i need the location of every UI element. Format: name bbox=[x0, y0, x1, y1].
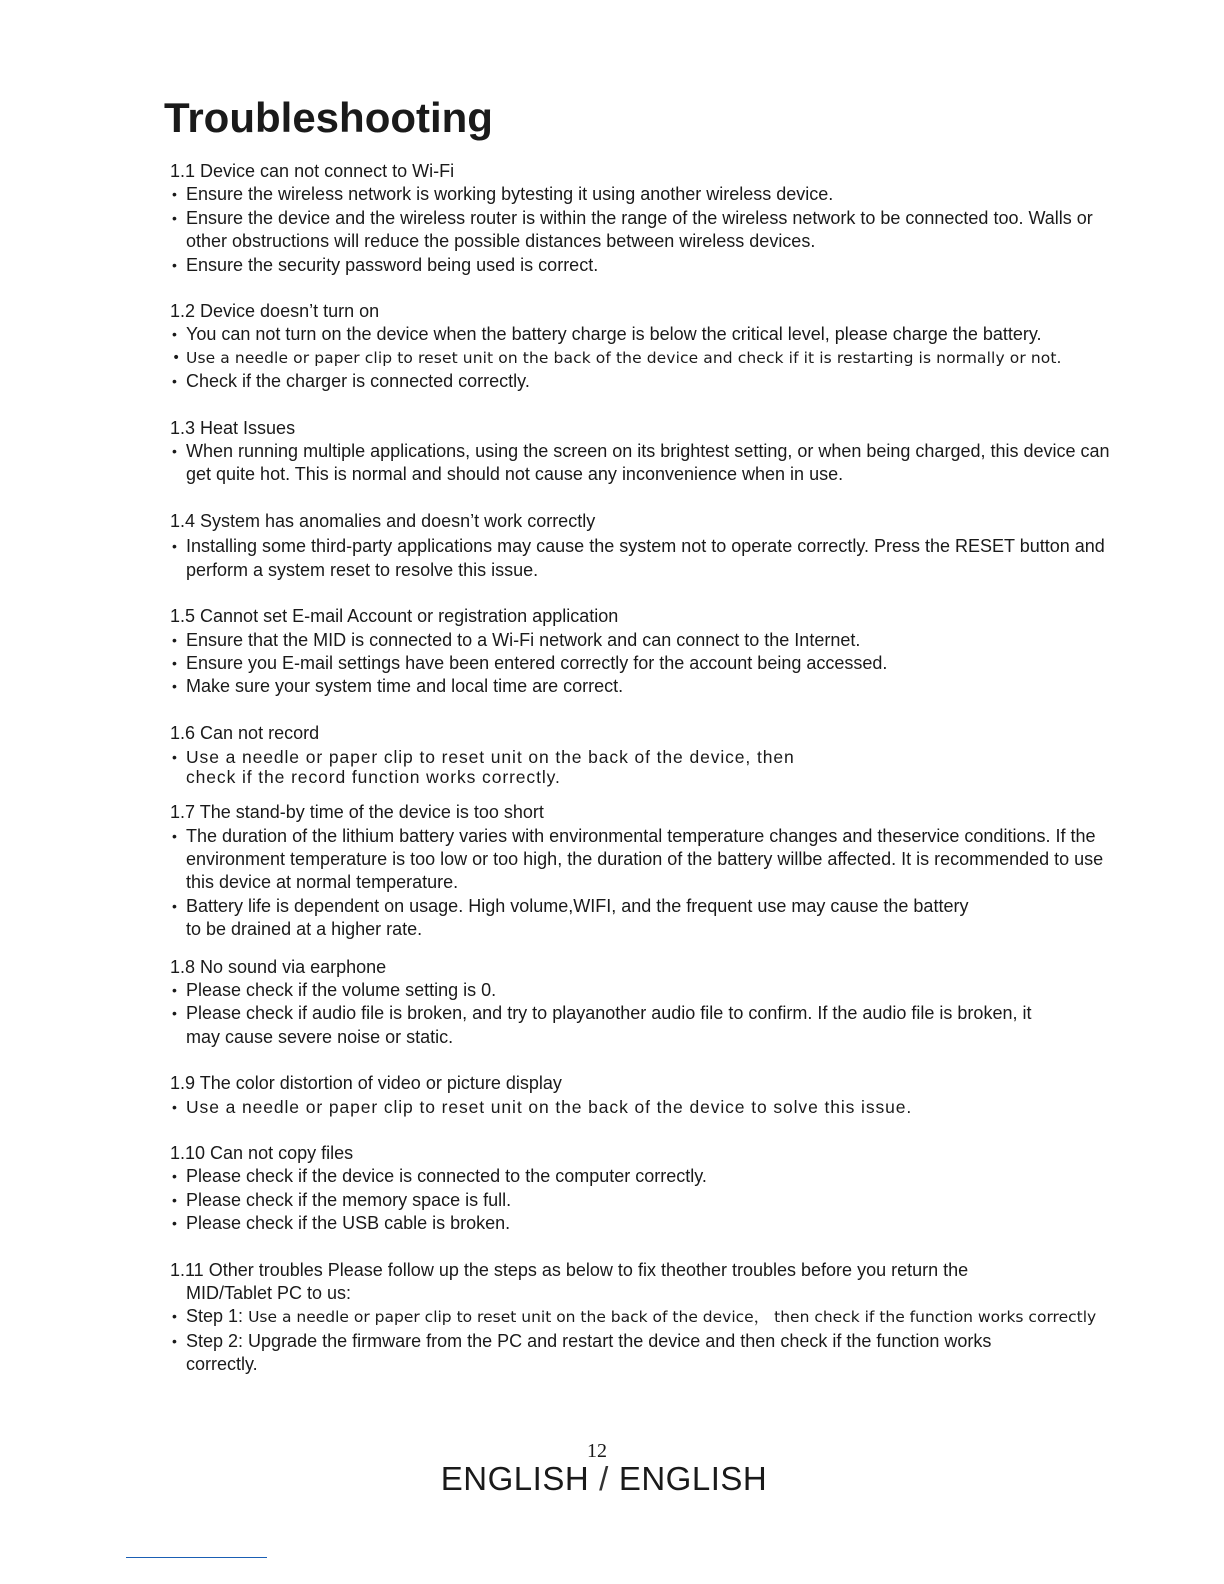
list-item: • Please check if the volume setting is 0. bbox=[170, 979, 1110, 1002]
section-other bbox=[170, 1259, 1110, 1377]
section-heading: 1.10 Can not copy files bbox=[170, 1143, 354, 1163]
list-item: • Use a needle or paper clip to reset unit on the back of the device, then check if the record function works correctly. bbox=[170, 747, 796, 787]
list-item: • Ensure the device and the wireless router is within the range of the wireless network to be connected too. Walls or other obstructions will reduce the possible distances between wireless devices. bbox=[170, 207, 1110, 254]
page-title: Troubleshooting bbox=[164, 94, 493, 141]
section-system bbox=[170, 510, 1110, 582]
list-item: • Use a needle or paper clip to reset unit on the back of the device to solve this issue. bbox=[170, 1096, 1110, 1119]
step-label: Step 1: bbox=[186, 1306, 244, 1327]
list-item: • Use a needle or paper clip to reset unit on the back of the device and check if it is restarting is normally or not. bbox=[170, 347, 1110, 370]
footnote-rule bbox=[126, 1557, 267, 1558]
section-heading: 1.1 Device can not connect to Wi-Fi bbox=[170, 161, 455, 181]
list-item bbox=[170, 1305, 1110, 1329]
section-heading: 1.8 No sound via earphone bbox=[170, 956, 387, 977]
list-item: • When running multiple applications, using the screen on its brightest setting, or when being charged, this device can get quite hot. This is normal and should not cause any inconvenience when in use. bbox=[170, 440, 1110, 487]
section-record bbox=[170, 722, 1110, 787]
section-heading: 1.4 System has anomalies and doesn’t work correctly bbox=[170, 510, 596, 531]
footer-language bbox=[0, 1460, 1208, 1498]
section-earphone bbox=[170, 956, 1110, 1050]
page-number: 12 bbox=[587, 1440, 607, 1462]
section-copy bbox=[170, 1142, 1110, 1236]
list-item: • Ensure that the MID is connected to a Wi-Fi network and can connect to the Internet. bbox=[170, 629, 1110, 652]
list-item: • Ensure the wireless network is working bytesting it using another wireless device. bbox=[170, 183, 1110, 206]
troubleshooting-content bbox=[170, 160, 1110, 1400]
language-right: ENGLISH bbox=[618, 1460, 768, 1497]
list-item: • Please check if the USB cable is broken. bbox=[170, 1212, 1110, 1235]
section-heading: 1.3 Heat Issues bbox=[170, 417, 296, 438]
section-heading: 1.6 Can not record bbox=[170, 722, 320, 743]
language-left: ENGLISH bbox=[440, 1460, 590, 1497]
list-item: • Ensure the security password being used is correct. bbox=[170, 254, 1110, 277]
section-heading: 1.11 Other troubles Please follow up the steps as below to fix theother troubles before you return the MID/Tablet PC to us: bbox=[170, 1259, 969, 1304]
section-email bbox=[170, 605, 1110, 699]
list-item: • Ensure you E-mail settings have been entered correctly for the account being accessed. bbox=[170, 652, 1110, 675]
step-text: Use a needle or paper clip to reset unit on the back of the device， then check if the function works correctly bbox=[248, 1308, 1097, 1327]
list-item: • Please check if the memory space is full. bbox=[170, 1189, 1110, 1212]
list-item: • Installing some third-party applications may cause the system not to operate correctly. Press the RESET button and perform a system reset to resolve this issue. bbox=[170, 535, 1110, 582]
section-heat bbox=[170, 417, 1110, 487]
list-item: • Battery life is dependent on usage. High volume,WIFI, and the frequent use may cause the battery to be drained at a higher rate. bbox=[170, 895, 986, 942]
section-heading: 1.7 The stand-by time of the device is too short bbox=[170, 802, 544, 823]
list-item: • Make sure your system time and local time are correct. bbox=[170, 675, 1110, 698]
list-item: • The duration of the lithium battery varies with environmental temperature changes and theservice conditions. If the environment temperature is too low or too high, the duration of the battery willbe affected. It is recommended to use this device at normal temperature. bbox=[170, 825, 1110, 895]
section-standby bbox=[170, 801, 1110, 941]
language-separator: / bbox=[599, 1460, 609, 1497]
list-item: • You can not turn on the device when the battery charge is below the critical level, please charge the battery. bbox=[170, 323, 1110, 346]
section-wifi bbox=[170, 160, 1110, 277]
section-heading: 1.9 The color distortion of video or picture display bbox=[170, 1073, 562, 1094]
section-color bbox=[170, 1072, 1110, 1119]
list-item: • Please check if the device is connected to the computer correctly. bbox=[170, 1165, 1110, 1188]
section-power bbox=[170, 300, 1110, 394]
section-heading: 1.2 Device doesn’t turn on bbox=[170, 301, 380, 322]
section-heading: 1.5 Cannot set E-mail Account or registration application bbox=[170, 606, 619, 627]
list-item: • Check if the charger is connected correctly. bbox=[170, 370, 1110, 393]
list-item: • Please check if audio file is broken, and try to playanother audio file to confirm. If the audio file is broken, it may cause severe noise or static. bbox=[170, 1002, 1046, 1049]
list-item: • Step 2: Upgrade the firmware from the PC and restart the device and then check if the function works correctly. bbox=[170, 1330, 1016, 1377]
